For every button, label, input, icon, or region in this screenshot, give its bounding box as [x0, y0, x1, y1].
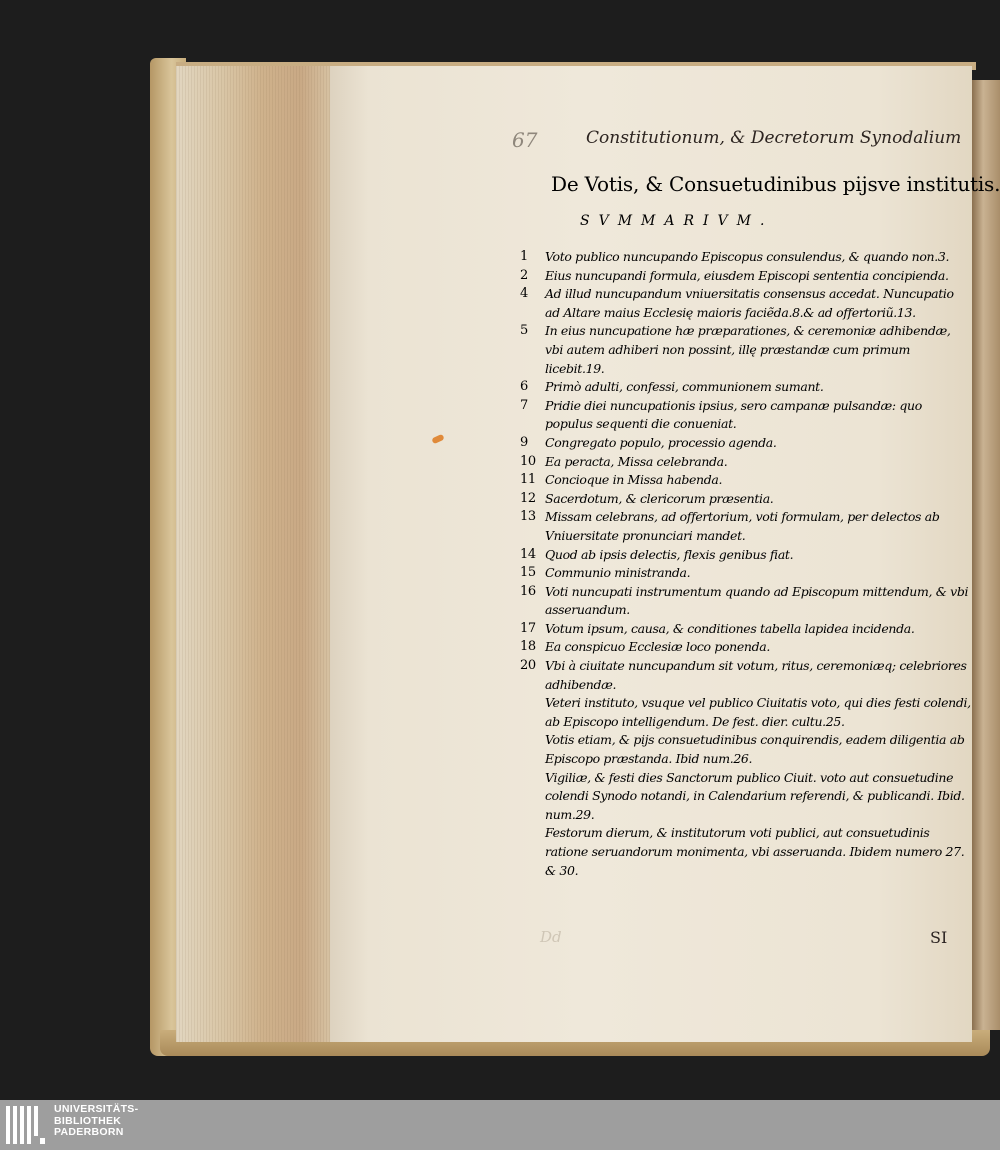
entry-text: Festorum dierum, & institutorum voti publici, aut consuetudinis ratione seruandorum monimenta, vbi asseruanda. Ibidem numero 27. & 30. [545, 825, 965, 878]
summary-entry [520, 322, 972, 378]
library-name-line2: BIBLIOTHEK [54, 1114, 122, 1127]
entry-text: Eius nuncupandi formula, eiusdem Episcopi sententia concipienda. [545, 267, 949, 283]
entry-text: Voto publico nuncupando Episcopus consulendus, & quando non.3. [545, 249, 950, 264]
entry-text: Vbi à ciuitate nuncupandum sit votum, ritus, ceremoniæq; celebriores adhibendæ. [545, 658, 967, 692]
summary-entry [520, 657, 972, 694]
library-name [54, 1104, 138, 1139]
entry-number: 6 [520, 379, 528, 395]
entry-text: Primò adulti, confessi, communionem sumant. [545, 379, 824, 395]
entry-text: Ea conspicuo Ecclesiæ loco ponenda. [545, 639, 770, 655]
summary-entry [520, 453, 972, 472]
summary-entry [520, 490, 972, 509]
entry-text: Ea peracta, Missa celebranda. [545, 453, 728, 469]
library-footer [0, 1100, 1000, 1150]
summary-list [520, 248, 972, 880]
entry-text: Pridie diei nuncupationis ipsius, sero campanæ pulsandæ: quo populus sequenti die conueniat. [545, 397, 922, 432]
entry-number: 12 [520, 490, 536, 506]
entry-number: 1 [520, 249, 528, 264]
margin-page-number: 67 [512, 128, 538, 152]
summary-entry [520, 546, 972, 565]
summary-entry [520, 731, 972, 768]
library-name-line1: UNIVERSITÄTS- [54, 1103, 139, 1115]
summary-entry [520, 769, 972, 825]
entry-text: Quod ab ipsis delectis, flexis genibus fiat. [545, 546, 794, 562]
summary-entry [520, 620, 972, 639]
entry-text: Vigiliæ, & festi dies Sanctorum publico Ciuit. voto aut consuetudine colendi Synodo notandi, in Calendarium referendi, & publicandi. Ibid. num.29. [545, 769, 965, 822]
entry-text: Communio ministranda. [545, 565, 691, 581]
entry-text: Voti nuncupati instrumentum quando ad Episcopum mittendum, & vbi asseruandum. [545, 583, 969, 618]
entry-number: 20 [520, 658, 536, 674]
summary-entry [520, 564, 972, 583]
summary-entry [520, 471, 972, 490]
entry-number: 7 [520, 397, 528, 413]
entry-text: Votum ipsum, causa, & conditiones tabella lapidea incidenda. [545, 620, 915, 636]
summary-entry [520, 434, 972, 453]
folio-signature: SI [930, 928, 948, 947]
entry-text: Votis etiam, & pijs consuetudinibus conquirendis, eadem diligentia ab Episcopo præstanda. Ibid num.26. [545, 732, 965, 767]
summary-entry [520, 248, 972, 267]
entry-number: 10 [520, 453, 536, 469]
summary-entry [520, 397, 972, 434]
summary-entry [520, 285, 972, 322]
entry-number: 11 [520, 472, 536, 488]
summary-heading: SVMMARIVM. [580, 213, 774, 229]
entry-number: 16 [520, 583, 536, 599]
summary-entry [520, 267, 972, 286]
entry-text: Ad illud nuncupandum vniuersitatis consensus accedat. Nuncupatio ad Altare maius Ecclesię maioris faciẽda.8.& ad offertoriũ.13. [545, 286, 954, 320]
entry-number: 9 [520, 434, 528, 450]
entry-number: 14 [520, 546, 536, 562]
entry-text: Concioque in Missa habenda. [545, 472, 723, 488]
chapter-title: De Votis, & Consuetudinibus pijsve institutis. [551, 172, 1000, 196]
entry-number: 18 [520, 639, 536, 655]
entry-number: 15 [520, 565, 536, 581]
entry-number: 13 [520, 509, 536, 525]
bleed-through-text: Dd [540, 928, 562, 946]
entry-number: 2 [520, 267, 528, 283]
entry-number: 17 [520, 620, 536, 636]
entry-number: 5 [520, 323, 528, 339]
entry-text: In eius nuncupatione hæ præparationes, & ceremoniæ adhibendæ, vbi autem adhiberi non possint, illę præstandæ cum primum licebit.19. [545, 323, 951, 376]
library-logo-icon [6, 1106, 46, 1144]
summary-entry [520, 694, 972, 731]
summary-entry [520, 638, 972, 657]
entry-text: Congregato populo, processio agenda. [545, 434, 777, 450]
summary-entry [520, 508, 972, 545]
page-stack-edges [176, 66, 332, 1042]
running-header: Constitutionum, & Decretorum Synodalium [586, 128, 962, 148]
summary-entry [520, 378, 972, 397]
summary-entry [520, 824, 972, 880]
next-page-edge [972, 80, 1000, 1030]
summary-entry [520, 583, 972, 620]
entry-number: 4 [520, 286, 528, 302]
library-name-line3: PADERBORN [54, 1126, 124, 1138]
entry-text: Missam celebrans, ad offertorium, voti formulam, per delectos ab Vniuersitate pronunciari mandet. [545, 509, 940, 543]
entry-text: Veteri instituto, vsuque vel publico Ciuitatis voto, qui dies festi colendi, ab Episcopo intelligendum. De fest. dier. cultu.25. [545, 695, 971, 729]
entry-text: Sacerdotum, & clericorum præsentia. [545, 490, 774, 506]
